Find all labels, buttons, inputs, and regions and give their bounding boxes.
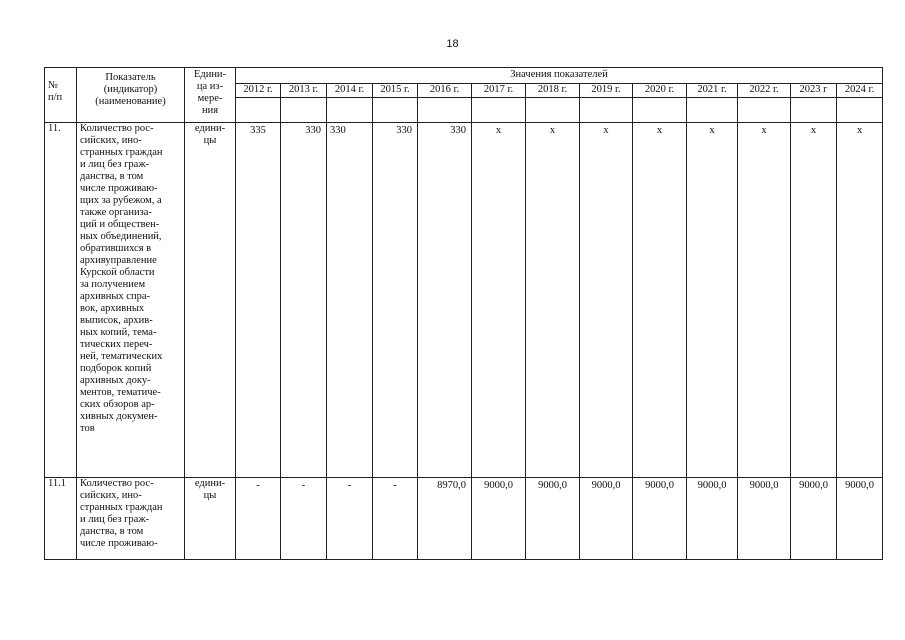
value-cell: 9000,0	[580, 478, 633, 560]
value-cell: x	[738, 123, 791, 478]
value-cell: -	[373, 478, 418, 560]
row-unit: едини- цы	[185, 478, 236, 560]
value-cell: -	[327, 478, 373, 560]
value-cell: 9000,0	[526, 478, 580, 560]
year-header: 2018 г.	[526, 84, 580, 98]
value-cell: x	[687, 123, 738, 478]
value-cell: 9000,0	[738, 478, 791, 560]
page-number: 18	[446, 38, 459, 50]
value-cell: 330	[373, 123, 418, 478]
value-cell: 9000,0	[791, 478, 837, 560]
header-values-title: Значения показателей	[236, 68, 883, 84]
year-header: 2013 г.	[281, 84, 327, 98]
year-header: 2015 г.	[373, 84, 418, 98]
year-header: 2020 г.	[633, 84, 687, 98]
value-cell: 330	[281, 123, 327, 478]
table-row	[45, 478, 883, 560]
value-cell: 330	[327, 123, 373, 478]
value-cell: 9000,0	[472, 478, 526, 560]
value-cell: 9000,0	[633, 478, 687, 560]
value-cell: 9000,0	[837, 478, 883, 560]
value-cell: x	[633, 123, 687, 478]
row-indicator-name: Количество рос- сийских, ино- странных граждан и лиц без граж- данства, в том числе проживаю- щих за рубежом, а также организа- ций и обществен- ных объединений, обратившихся в архивуправление Курской области за получением архивных спра- вок, архивных выписок, архив- ных копий, тема- тических переч- ней, тематических подборок копий архивных доку- ментов, тематиче- ских обзоров ар- хивных докумен- тов	[77, 123, 185, 478]
year-header: 2019 г.	[580, 84, 633, 98]
row-unit: едини- цы	[185, 123, 236, 478]
header-row	[45, 68, 883, 84]
row-num: 11.	[45, 123, 77, 478]
value-cell: 330	[418, 123, 472, 478]
year-header: 2023 г	[791, 84, 837, 98]
header-indicator: Показатель (индикатор) (наименование)	[77, 68, 185, 123]
year-header: 2014 г.	[327, 84, 373, 98]
value-cell: -	[236, 478, 281, 560]
row-num: 11.1	[45, 478, 77, 560]
value-cell: x	[472, 123, 526, 478]
value-cell: -	[281, 478, 327, 560]
value-cell: x	[526, 123, 580, 478]
year-header: 2022 г.	[738, 84, 791, 98]
value-cell: 335	[236, 123, 281, 478]
header-num: № п/п	[45, 68, 77, 123]
header-unit: Едини- ца из- мере- ния	[185, 68, 236, 123]
year-header: 2021 г.	[687, 84, 738, 98]
table-row	[45, 123, 883, 478]
year-header: 2016 г.	[418, 84, 472, 98]
year-header: 2017 г.	[472, 84, 526, 98]
value-cell: 9000,0	[687, 478, 738, 560]
row-indicator-name: Количество рос- сийских, ино- странных граждан и лиц без граж- данства, в том числе проживаю-	[77, 478, 185, 560]
indicators-table	[44, 67, 883, 560]
value-cell: x	[580, 123, 633, 478]
year-header: 2024 г.	[837, 84, 883, 98]
value-cell: x	[837, 123, 883, 478]
value-cell: 8970,0	[418, 478, 472, 560]
year-header: 2012 г.	[236, 84, 281, 98]
value-cell: x	[791, 123, 837, 478]
